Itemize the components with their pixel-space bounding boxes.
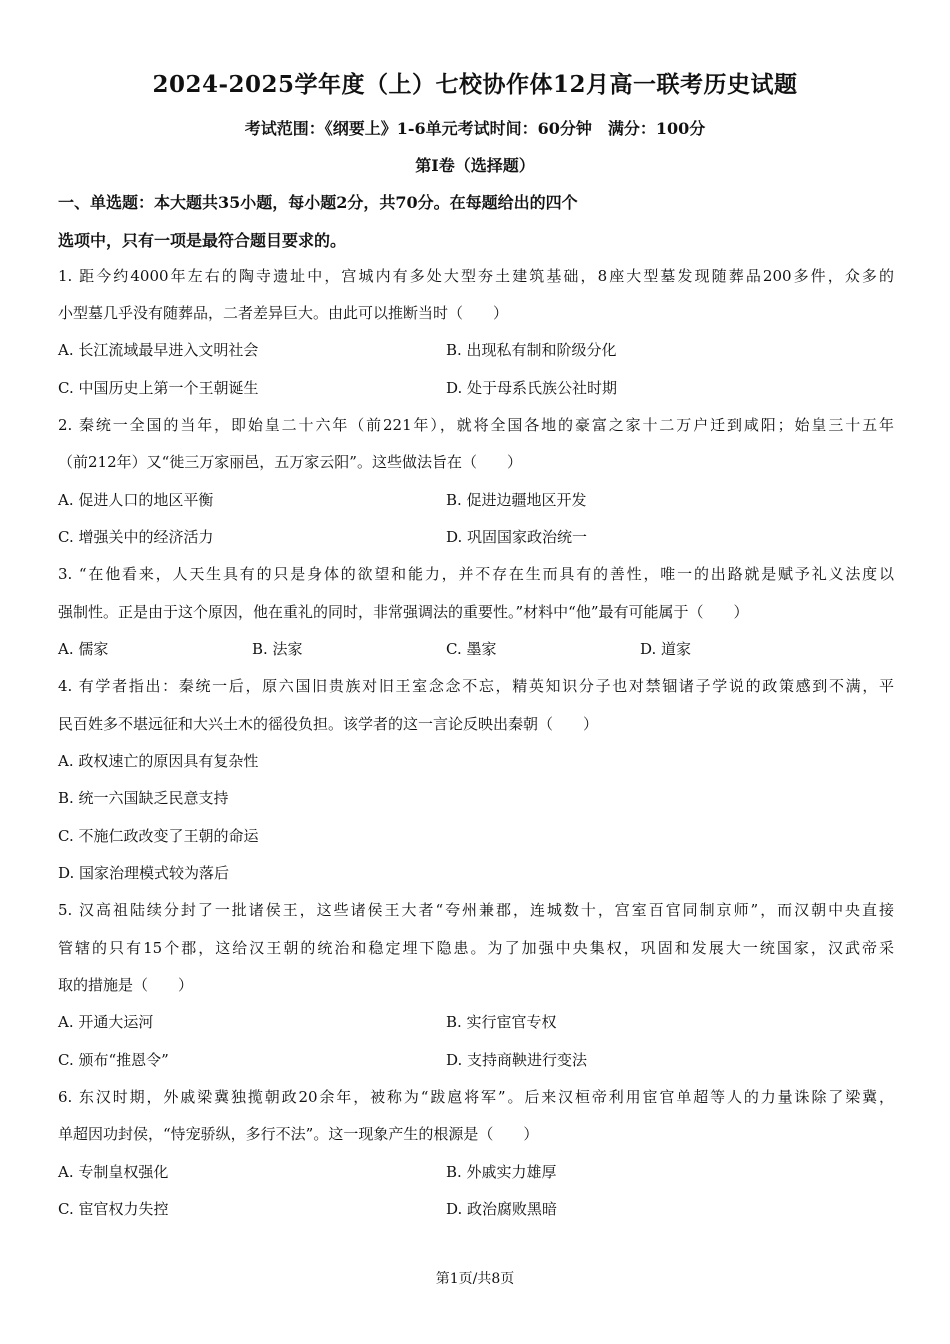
question-4-option-d[interactable]: D. 国家治理模式较为落后 xyxy=(58,864,230,882)
question-5-stem-line-2: 管辖的只有15个郡，这给汉王朝的统治和稳定埋下隐患。为了加强中央集权，巩固和发展大一统国家，汉武帝采 xyxy=(58,939,894,957)
question-3-option-a[interactable]: A. 儒家 xyxy=(58,640,109,658)
question-3-option-c[interactable]: C. 墨家 xyxy=(446,640,497,658)
question-2-stem-line-1: 2. 秦统一全国的当年，即始皇二十六年（前221年），就将全国各地的豪富之家十二万户迁到咸阳；始皇三十五年 xyxy=(58,416,894,434)
question-1-option-b[interactable]: B. 出现私有制和阶级分化 xyxy=(446,341,617,359)
question-2-option-d[interactable]: D. 巩固国家政治统一 xyxy=(446,528,588,546)
exam-title: 2024-2025学年度（上）七校协作体12月高一联考历史试题 xyxy=(152,71,798,98)
question-5-option-d[interactable]: D. 支持商鞅进行变法 xyxy=(446,1051,588,1069)
question-2-stem-line-2: （前212年）又“徙三万家丽邑，五万家云阳”。这些做法旨在（ ） xyxy=(58,453,522,471)
exam-subtitle: 考试范围：《纲要上》1-6单元考试时间：60分钟 满分：100分 xyxy=(244,119,706,138)
question-4-stem-line-2: 民百姓多不堪远征和大兴土木的徭役负担。该学者的这一言论反映出秦朝（ ） xyxy=(58,715,599,733)
question-4-option-a[interactable]: A. 政权速亡的原因具有复杂性 xyxy=(58,752,259,770)
question-6-stem-line-1: 6. 东汉时期，外戚梁冀独揽朝政20余年，被称为“跋扈将军”。后来汉桓帝利用宦官单超等人的力量诛除了梁冀， xyxy=(58,1088,894,1106)
question-1-stem-line-1: 1. 距今约4000年左右的陶寺遗址中，宫城内有多处大型夯土建筑基础，8座大型墓发现随葬品200多件，众多的 xyxy=(58,267,894,285)
question-6-option-c[interactable]: C. 宦官权力失控 xyxy=(58,1200,169,1218)
question-3-option-d[interactable]: D. 道家 xyxy=(640,640,692,658)
section-heading-line-1: 一、单选题：本大题共35小题，每小题2分，共70分。在每题给出的四个 xyxy=(58,193,578,212)
question-5-stem-line-1: 5. 汉高祖陆续分封了一批诸侯王，这些诸侯王大者“夸州兼郡，连城数十，宫室百官同制京师”，而汉朝中央直接 xyxy=(58,901,894,919)
question-1-option-d[interactable]: D. 处于母系氏族公社时期 xyxy=(446,379,618,397)
question-4-option-c[interactable]: C. 不施仁政改变了王朝的命运 xyxy=(58,827,259,845)
question-6-option-d[interactable]: D. 政治腐败黑暗 xyxy=(446,1200,558,1218)
section-heading-line-2: 选项中，只有一项是最符合题目要求的。 xyxy=(58,231,347,250)
volume-heading: 第Ⅰ卷（选择题） xyxy=(415,156,535,175)
question-5-option-c[interactable]: C. 颁布“推恩令” xyxy=(58,1051,169,1069)
question-5-option-b[interactable]: B. 实行宦官专权 xyxy=(446,1013,557,1031)
question-6-option-a[interactable]: A. 专制皇权强化 xyxy=(58,1163,169,1181)
question-1-stem-line-2: 小型墓几乎没有随葬品，二者差异巨大。由此可以推断当时（ ） xyxy=(58,304,509,322)
question-4-stem-line-1: 4. 有学者指出：秦统一后，原六国旧贵族对旧王室念念不忘，精英知识分子也对禁锢诸子学说的政策感到不满，平 xyxy=(58,677,894,695)
question-4-option-b[interactable]: B. 统一六国缺乏民意支持 xyxy=(58,789,229,807)
question-3-option-b[interactable]: B. 法家 xyxy=(252,640,303,658)
question-2-option-c[interactable]: C. 增强关中的经济活力 xyxy=(58,528,214,546)
question-2-option-b[interactable]: B. 促进边疆地区开发 xyxy=(446,491,587,509)
question-1-option-c[interactable]: C. 中国历史上第一个王朝诞生 xyxy=(58,379,259,397)
question-2-option-a[interactable]: A. 促进人口的地区平衡 xyxy=(58,491,214,509)
question-5-option-a[interactable]: A. 开通大运河 xyxy=(58,1013,154,1031)
page-number: 第1页/共8页 xyxy=(435,1271,515,1287)
question-1-option-a[interactable]: A. 长江流域最早进入文明社会 xyxy=(58,341,259,359)
question-5-stem-line-3: 取的措施是（ ） xyxy=(58,976,194,994)
question-3-stem-line-2: 强制性。正是由于这个原因，他在重礼的同时，非常强调法的重要性。”材料中“他”最有可能属于（ ） xyxy=(58,603,749,621)
question-6-option-b[interactable]: B. 外戚实力雄厚 xyxy=(446,1163,557,1181)
question-6-stem-line-2: 单超因功封侯，“恃宠骄纵，多行不法”。这一现象产生的根源是（ ） xyxy=(58,1125,539,1143)
question-3-stem-line-1: 3. “在他看来，人天生具有的只是身体的欲望和能力，并不存在生而具有的善性，唯一的出路就是赋予礼义法度以 xyxy=(58,565,894,583)
